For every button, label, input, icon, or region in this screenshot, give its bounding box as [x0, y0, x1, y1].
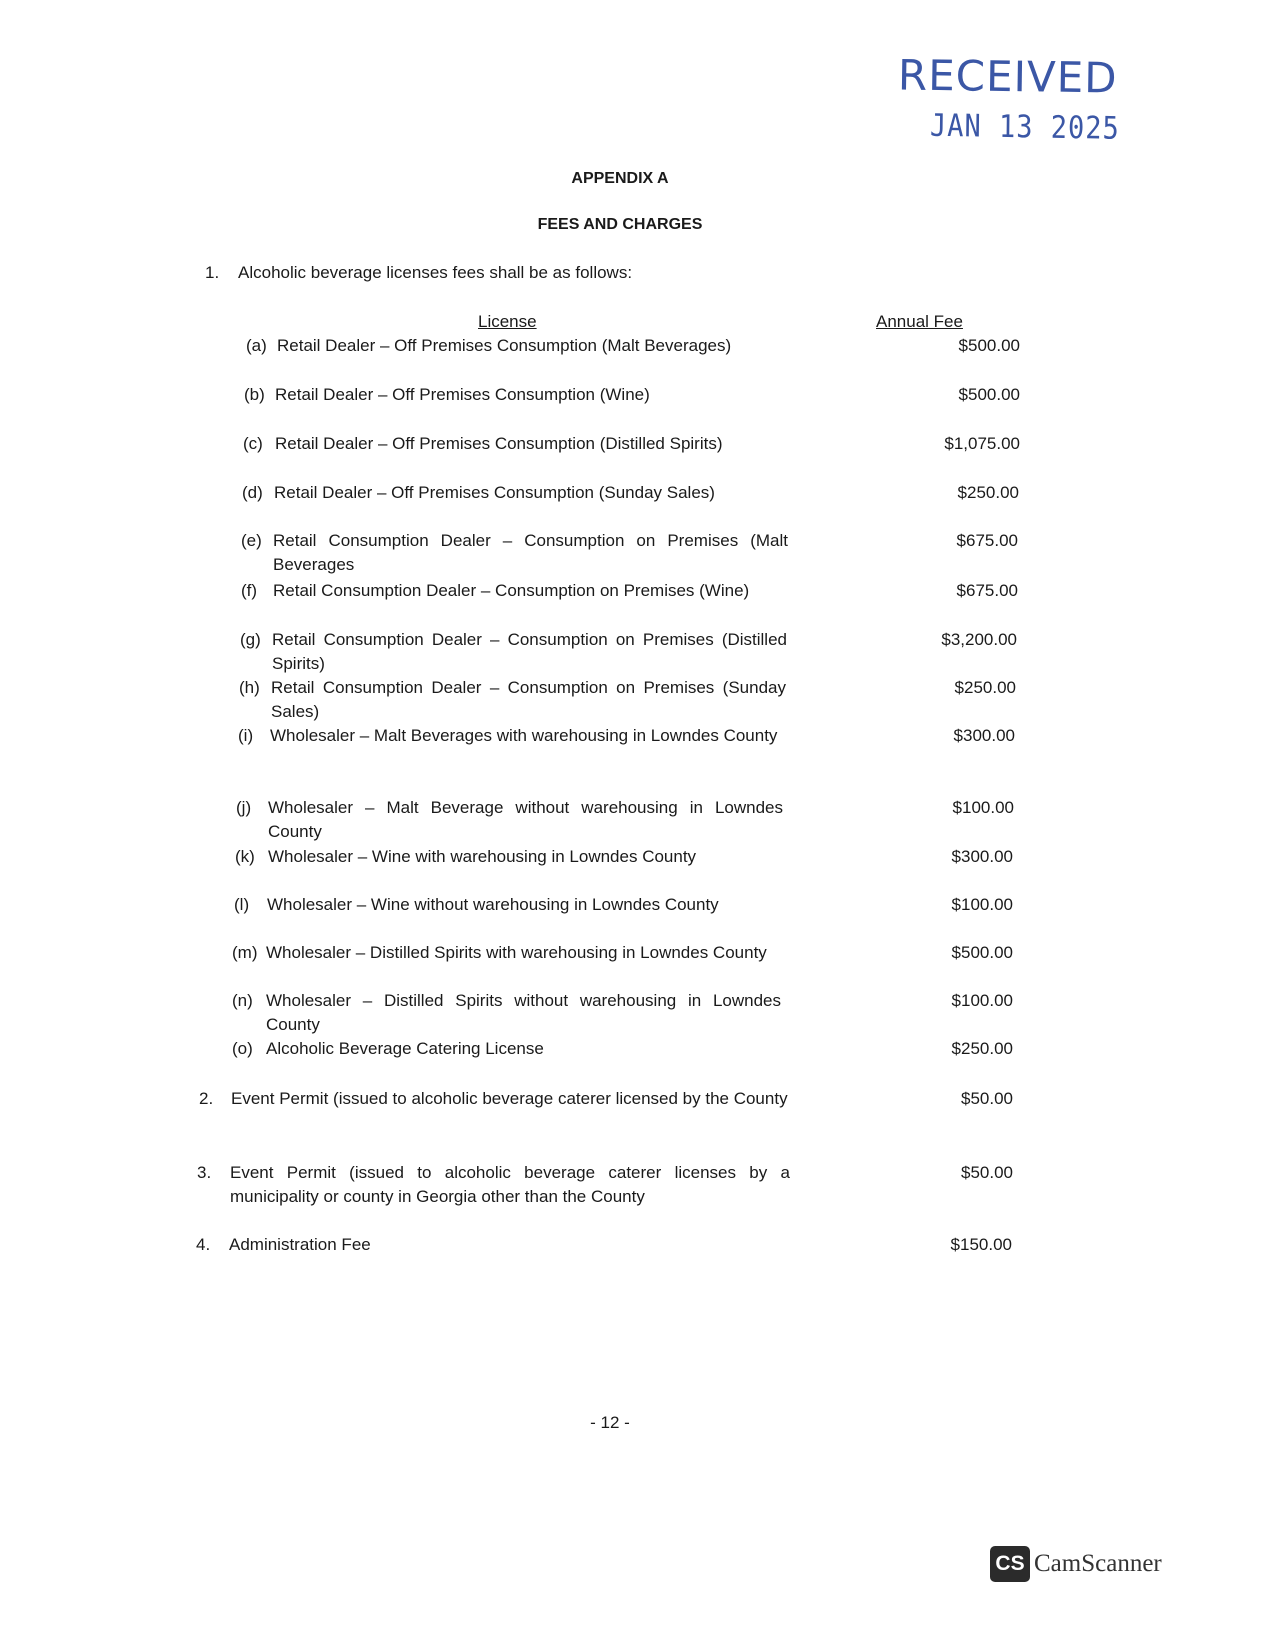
- row-text: Retail Dealer – Off Premises Consumption (Malt Beverages): [277, 336, 732, 355]
- row-label: (b): [244, 385, 265, 404]
- row-text: Retail Dealer – Off Premises Consumption (Distilled Spirits): [275, 434, 723, 453]
- row-fee: $250.00: [957, 483, 1019, 502]
- row-fee: $100.00: [952, 798, 1014, 817]
- item-number: 2.: [199, 1089, 214, 1108]
- row-label: (m): [232, 943, 258, 962]
- row-fee: $500.00: [958, 385, 1020, 404]
- row-fee: $1,075.00: [944, 434, 1020, 453]
- received-stamp-date: JAN 13 2025: [929, 108, 1121, 147]
- row-text: Retail Consumption Dealer – Consumption on Premises (Sunday Sales): [271, 678, 786, 721]
- camscanner-text: CamScanner: [1034, 1550, 1162, 1577]
- row-label: (h): [239, 678, 260, 697]
- intro-number: 1.: [205, 263, 220, 282]
- appendix-title: APPENDIX A: [571, 170, 669, 187]
- row-fee: $300.00: [951, 847, 1013, 866]
- row-fee: $675.00: [956, 531, 1018, 550]
- row-text: Alcoholic Beverage Catering License: [266, 1039, 544, 1058]
- row-fee: $100.00: [951, 895, 1013, 914]
- row-text: Retail Consumption Dealer – Consumption on Premises (Distilled Spirits): [272, 630, 787, 673]
- row-fee: $250.00: [954, 678, 1016, 697]
- row-fee: $3,200.00: [941, 630, 1017, 649]
- row-fee: $250.00: [951, 1039, 1013, 1058]
- intro-text: Alcoholic beverage licenses fees shall be as follows:: [238, 263, 633, 282]
- license-column-header: License: [478, 312, 537, 331]
- row-fee: $100.00: [951, 991, 1013, 1010]
- row-text: Wholesaler – Distilled Spirits without warehousing in Lowndes County: [266, 991, 781, 1034]
- row-label: (f): [241, 581, 258, 600]
- item-text: Event Permit (issued to alcoholic beverage caterer licensed by the County: [231, 1089, 788, 1108]
- row-fee: $675.00: [956, 581, 1018, 600]
- row-label: (d): [242, 483, 263, 502]
- item-fee: $50.00: [961, 1089, 1013, 1108]
- annual-fee-column-header: Annual Fee: [876, 312, 963, 331]
- item-fee: $50.00: [961, 1163, 1013, 1182]
- item-text: Administration Fee: [229, 1235, 371, 1254]
- item-number: 4.: [196, 1235, 211, 1254]
- row-fee: $300.00: [953, 726, 1015, 745]
- received-stamp: RECEIVED: [897, 50, 1118, 103]
- item-text: Event Permit (issued to alcoholic beverage caterer licenses by a municipality or county in Georgia other than the County: [230, 1163, 790, 1206]
- row-label: (o): [232, 1039, 253, 1058]
- row-label: (j): [236, 798, 252, 817]
- row-label: (i): [238, 726, 254, 745]
- page-number: - 12 -: [590, 1413, 630, 1432]
- row-fee: $500.00: [958, 336, 1020, 355]
- row-text: Wholesaler – Distilled Spirits with warehousing in Lowndes County: [266, 943, 767, 962]
- row-label: (g): [240, 630, 261, 649]
- row-label: (l): [234, 895, 250, 914]
- row-fee: $500.00: [951, 943, 1013, 962]
- row-text: Retail Dealer – Off Premises Consumption (Sunday Sales): [274, 483, 715, 502]
- item-number: 3.: [197, 1163, 212, 1182]
- row-text: Wholesaler – Wine with warehousing in Lowndes County: [268, 847, 697, 866]
- intro-line: [205, 263, 632, 283]
- camscanner-watermark: [990, 1546, 1162, 1582]
- row-text: Retail Consumption Dealer – Consumption on Premises (Malt Beverages: [273, 531, 788, 574]
- row-label: (a): [246, 336, 267, 355]
- row-label: (n): [232, 991, 253, 1010]
- row-text: Wholesaler – Malt Beverages with warehousing in Lowndes County: [270, 726, 778, 745]
- item-fee: $150.00: [950, 1235, 1012, 1254]
- row-text: Retail Dealer – Off Premises Consumption (Wine): [275, 385, 650, 404]
- row-text: Wholesaler – Malt Beverage without warehousing in Lowndes County: [268, 798, 783, 841]
- row-label: (e): [241, 531, 262, 550]
- row-label: (k): [235, 847, 255, 866]
- fees-charges-subtitle: FEES AND CHARGES: [537, 216, 703, 233]
- camscanner-logo-icon: CS: [990, 1546, 1030, 1582]
- row-text: Retail Consumption Dealer – Consumption on Premises (Wine): [273, 581, 750, 600]
- row-text: Wholesaler – Wine without warehousing in Lowndes County: [267, 895, 719, 914]
- row-label: (c): [243, 434, 263, 453]
